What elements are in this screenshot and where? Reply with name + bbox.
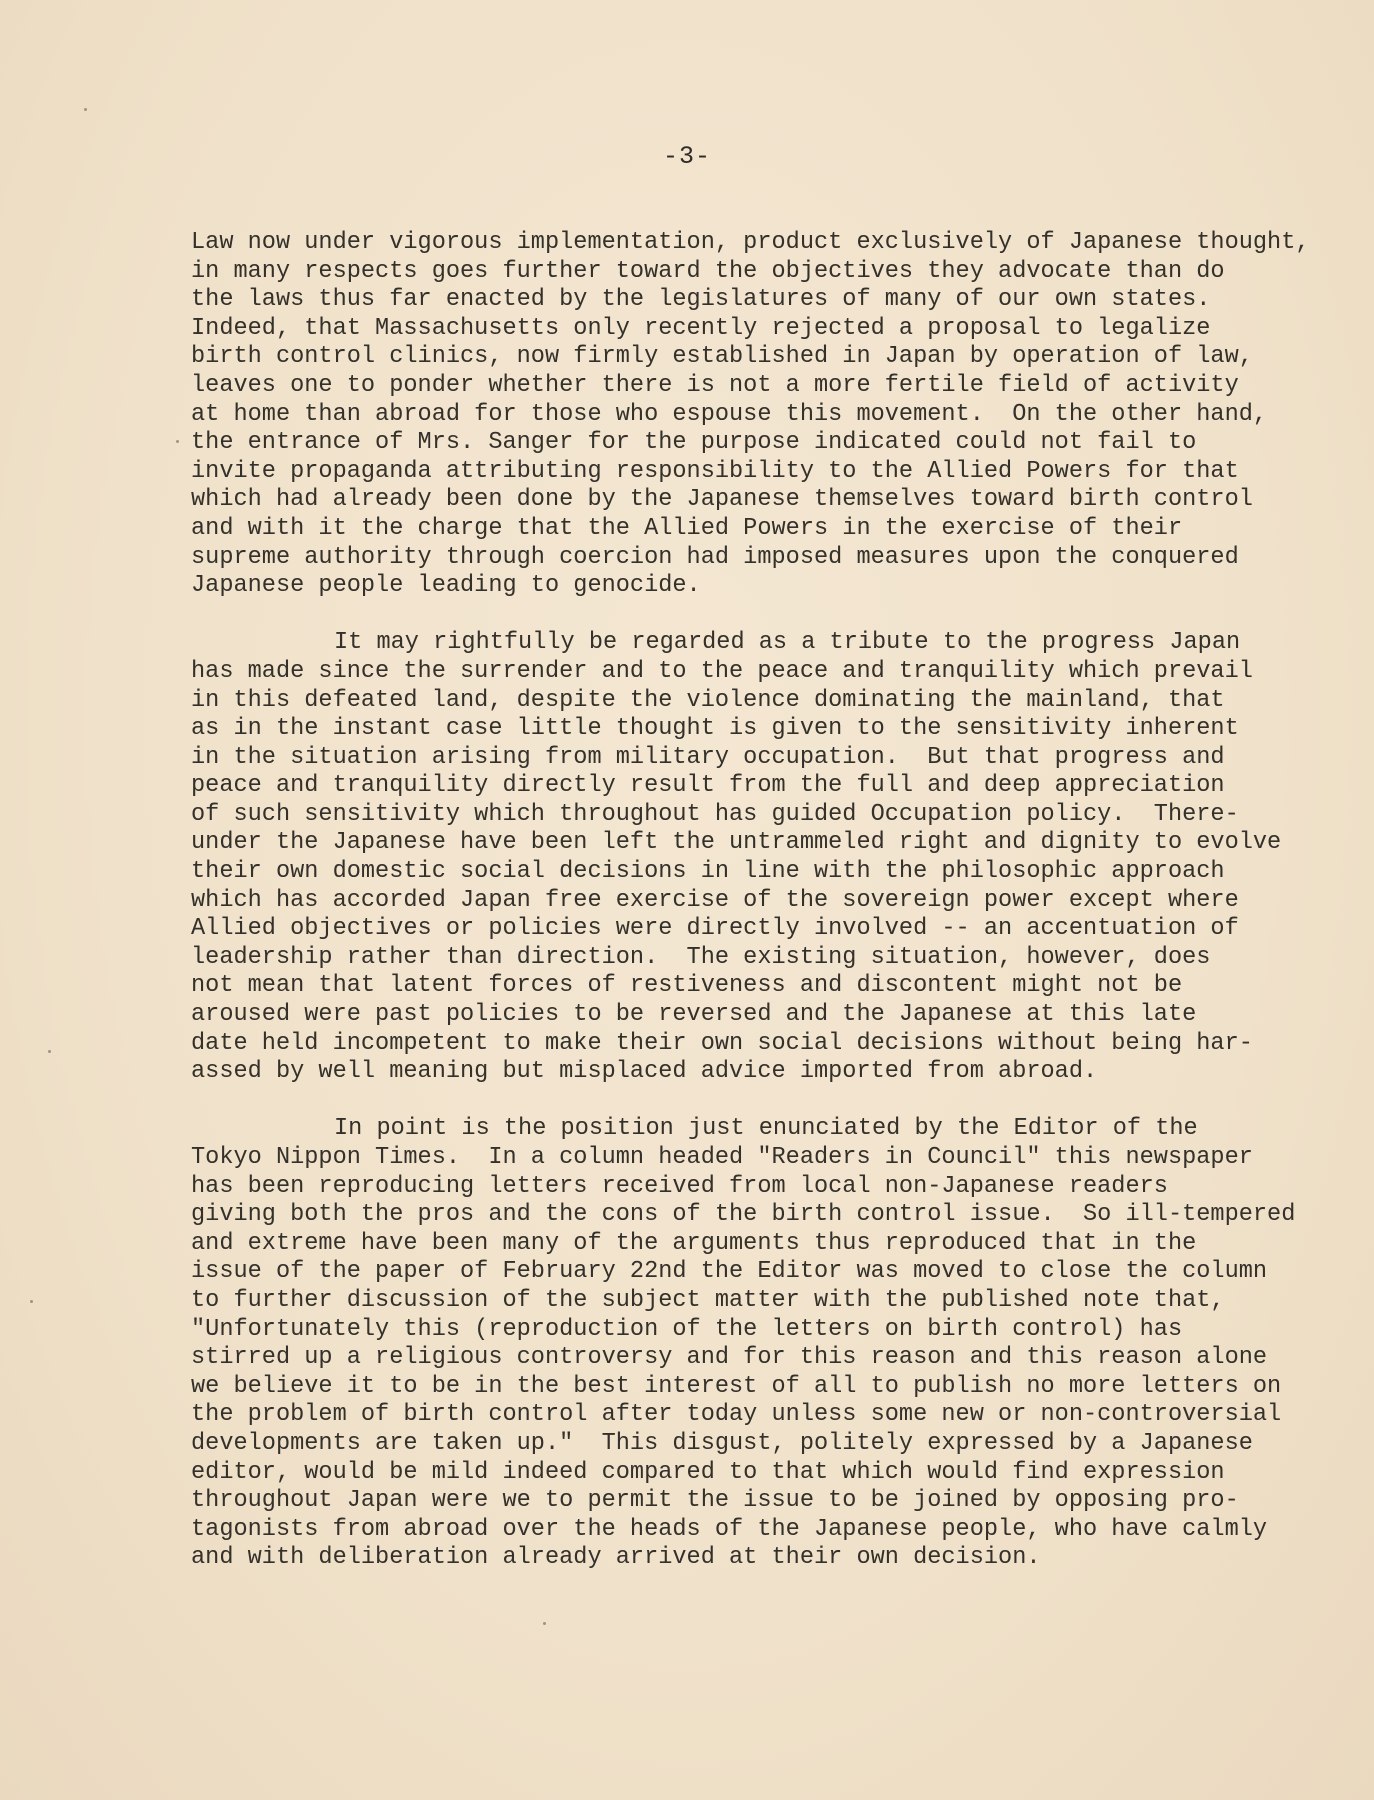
text-line: not mean that latent forces of restiveness and discontent might not be (191, 972, 1183, 1000)
text-line: birth control clinics, now firmly established in Japan by operation of law, (191, 343, 1253, 371)
text-line: Allied objectives or policies were directly involved -- an accentuation of (191, 915, 1239, 943)
text-line: stirred up a religious controversy and for this reason and this reason alone (191, 1344, 1268, 1372)
text-line: Tokyo Nippon Times. In a column headed "Readers in Council" this newspaper (191, 1144, 1253, 1171)
text-line: editor, would be mild indeed compared to that which would find expression (191, 1458, 1225, 1486)
text-line: throughout Japan were we to permit the issue to be joined by opposing pro- (191, 1487, 1239, 1515)
text-line: which has accorded Japan free exercise of the sovereign power except where (191, 886, 1239, 914)
text-line: date held incompetent to make their own social decisions without being har- (191, 1029, 1253, 1057)
text-line: under the Japanese have been left the untrammeled right and dignity to evolve (191, 829, 1282, 857)
text-line: the problem of birth control after today unless some new or non-controversial (191, 1401, 1282, 1429)
text-line: of such sensitivity which throughout has guided Occupation policy. There- (191, 800, 1239, 828)
text-line: assed by well meaning but misplaced advice imported from abroad. (191, 1058, 1098, 1086)
text-line: issue of the paper of February 22nd the Editor was moved to close the column (191, 1258, 1268, 1286)
paragraph-3 (191, 1115, 1321, 1573)
text-line: It may rightfully be regarded as a tribute to the progress Japan (334, 629, 1241, 657)
text-line: which had already been done by the Japanese themselves toward birth control (191, 486, 1253, 514)
text-line: the laws thus far enacted by the legislatures of many of our own states. (191, 286, 1211, 314)
text-line: Japanese people leading to genocide. (191, 572, 701, 600)
paper-speck (30, 1300, 33, 1303)
text-line: we believe it to be in the best interest of all to publish no more letters on (191, 1372, 1282, 1400)
text-line: and with it the charge that the Allied Powers in the exercise of their (191, 514, 1183, 542)
text-line: as in the instant case little thought is given to the sensitivity inherent (191, 715, 1239, 743)
text-line: giving both the pros and the cons of the birth control issue. So ill-tempered (191, 1201, 1296, 1229)
text-line: tagonists from abroad over the heads of the Japanese people, who have calmly (191, 1515, 1268, 1543)
text-line: and with deliberation already arrived at their own decision. (191, 1544, 1041, 1572)
text-line: "Unfortunately this (reproduction of the letters on birth control) has (191, 1315, 1183, 1343)
page-number: -3- (662, 142, 711, 171)
text-line: In point is the position just enunciated by the Editor of the (334, 1115, 1198, 1143)
text-line: aroused were past policies to be reversed and the Japanese at this late (191, 1001, 1197, 1029)
text-line: Law now under vigorous implementation, product exclusively of Japanese thought, (191, 229, 1310, 256)
text-line: has made since the surrender and to the peace and tranquility which prevail (191, 657, 1253, 685)
text-line: the entrance of Mrs. Sanger for the purpose indicated could not fail to (191, 429, 1197, 457)
text-line: their own domestic social decisions in line with the philosophic approach (191, 858, 1225, 886)
text-line: at home than abroad for those who espouse this movement. On the other hand, (191, 400, 1268, 428)
text-line: supreme authority through coercion had imposed measures upon the conquered (191, 543, 1239, 571)
paper-speck (84, 108, 87, 111)
text-line: invite propaganda attributing responsibility to the Allied Powers for that (191, 457, 1239, 485)
text-line: leadership rather than direction. The existing situation, however, does (191, 943, 1211, 971)
paper-speck (176, 440, 179, 443)
text-line: developments are taken up." This disgust, politely expressed by a Japanese (191, 1429, 1253, 1457)
text-line: leaves one to ponder whether there is not a more fertile field of activity (191, 371, 1239, 399)
text-line: in many respects goes further toward the objectives they advocate than do (191, 257, 1225, 285)
text-line: in the situation arising from military occupation. But that progress and (191, 743, 1225, 771)
paper-speck (543, 1622, 546, 1625)
text-line: in this defeated land, despite the violence dominating the mainland, that (191, 686, 1225, 714)
paper-speck (48, 1050, 51, 1053)
paragraph-2 (191, 629, 1321, 1087)
text-line: peace and tranquility directly result from the full and deep appreciation (191, 772, 1225, 800)
text-line: Indeed, that Massachusetts only recently rejected a proposal to legalize (191, 314, 1211, 342)
text-line: to further discussion of the subject matter with the published note that, (191, 1286, 1225, 1314)
document-body (191, 229, 1321, 1602)
paragraph-1 (191, 229, 1321, 601)
text-line: has been reproducing letters received from local non-Japanese readers (191, 1172, 1168, 1200)
text-line: and extreme have been many of the arguments thus reproduced that in the (191, 1229, 1197, 1257)
